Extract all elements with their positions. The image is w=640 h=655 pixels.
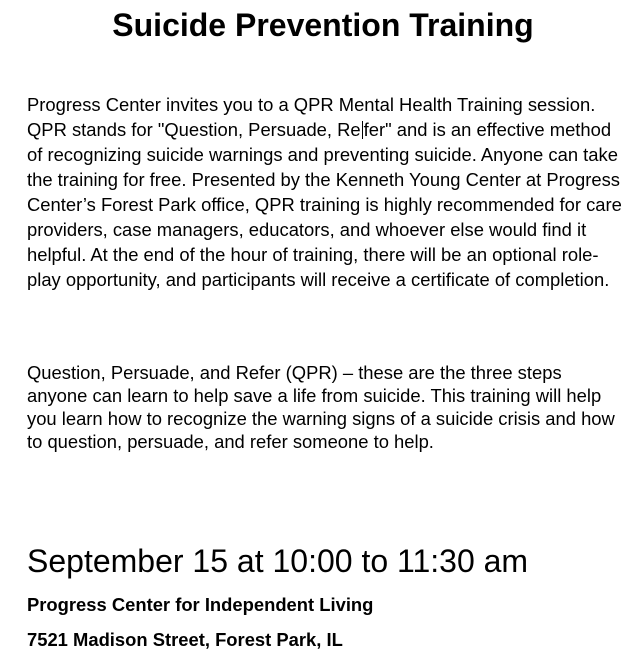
venue-address: 7521 Madison Street, Forest Park, IL bbox=[27, 629, 343, 650]
event-datetime: September 15 at 10:00 to 11:30 am bbox=[27, 543, 529, 579]
document-title: Suicide Prevention Training bbox=[112, 7, 534, 43]
venue-name: Progress Center for Independent Living bbox=[27, 594, 374, 615]
text-cursor bbox=[362, 121, 363, 139]
intro-text-part1: Progress Center invites you to a QPR Mental Health Training session. QPR stands for "Question, Persuade, Re bbox=[27, 94, 596, 140]
intro-text-part2: fer" and is an effective method of recognizing suicide warnings and preventing suicide. Anyone can take the training for free. Presented by the Kenneth Young Center at Progress Center’s Forest Park office, QPR training is highly recommended for care providers, case managers, educators, and whoever else would find it helpful. At the end of the hour of training, there will be an optional role-play opportunity, and participants will receive a certificate of completion. bbox=[27, 119, 622, 290]
qpr-paragraph: Question, Persuade, and Refer (QPR) – these are the three steps anyone can learn to help save a life from suicide. This training will help you learn how to recognize the warning signs of a suicide crisis and how to question, persuade, and refer someone to help. bbox=[27, 362, 615, 452]
intro-paragraph bbox=[27, 92, 627, 292]
